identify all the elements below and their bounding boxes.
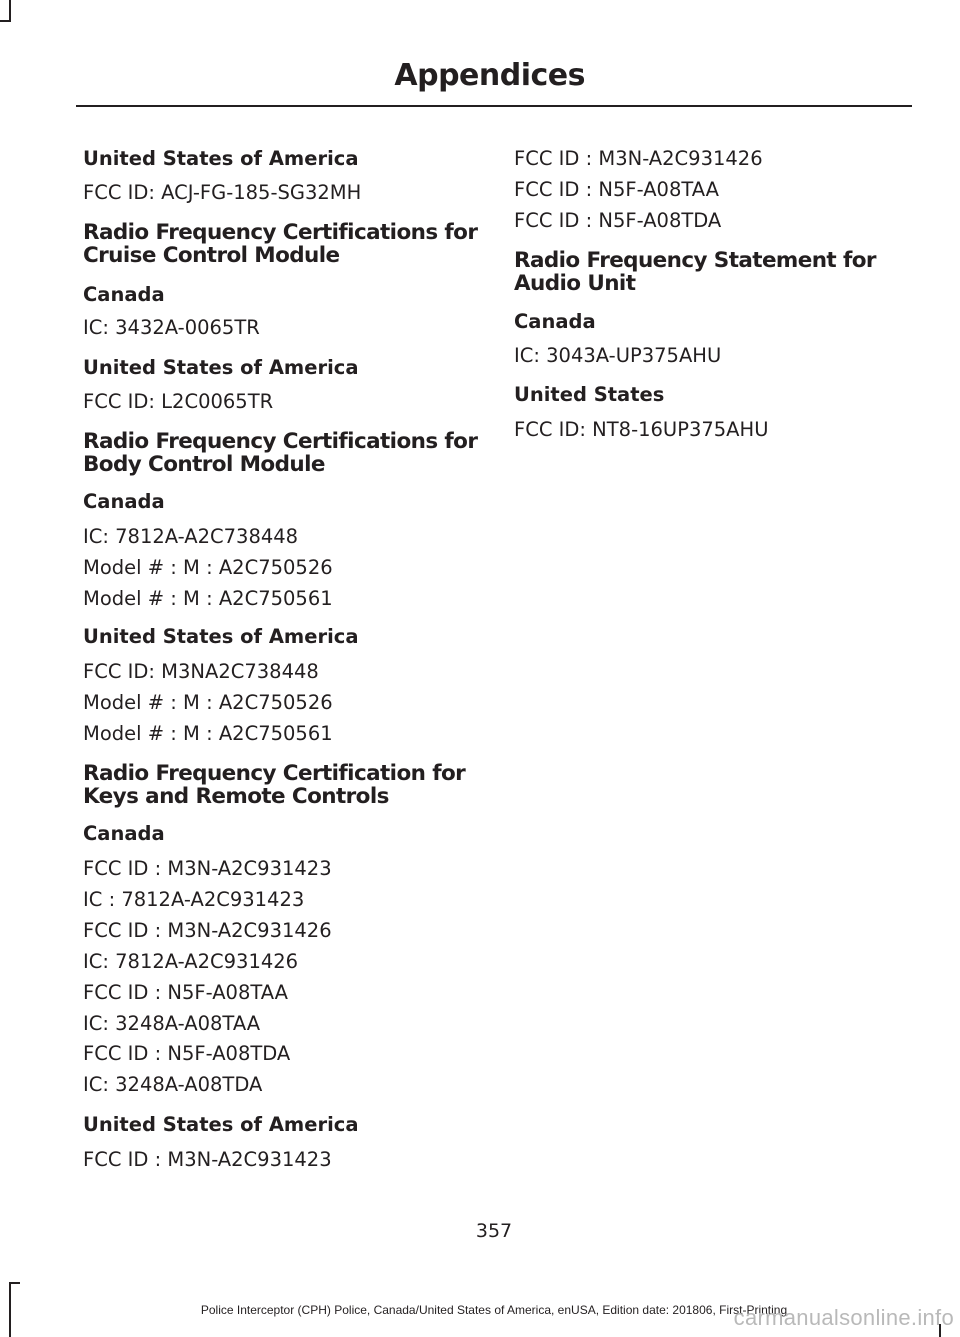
subheading-us: United States of America — [83, 356, 359, 379]
fcc-id-line: FCC ID : N5F-A08TAA — [514, 178, 719, 201]
ic-line: IC: 7812A-A2C931426 — [83, 950, 299, 973]
fcc-id-line: FCC ID : M3N-A2C931426 — [514, 147, 763, 170]
ic-line: IC: 3248A-A08TAA — [83, 1012, 261, 1035]
section-heading-audio-unit: Radio Frequency Statement for Audio Unit — [514, 248, 876, 296]
subheading-canada: Canada — [514, 310, 596, 333]
crop-mark-top-left-v — [9, 0, 11, 22]
subheading-canada: Canada — [83, 283, 165, 306]
subheading-us: United States of America — [83, 147, 359, 170]
model-line: Model # : M : A2C750561 — [83, 722, 333, 745]
page-title: Appendices — [394, 58, 585, 93]
crop-mark-bottom-left-h — [9, 1282, 20, 1284]
crop-mark-top-left-h — [0, 20, 11, 22]
ic-line: IC: 7812A-A2C738448 — [83, 525, 299, 548]
ic-line: IC: 3432A-0065TR — [83, 316, 260, 339]
ic-line: IC : 7812A-A2C931423 — [83, 888, 305, 911]
fcc-id-line: FCC ID : N5F-A08TDA — [514, 209, 722, 232]
subheading-canada: Canada — [83, 490, 165, 513]
page-number: 357 — [475, 1220, 513, 1242]
ic-line: IC: 3043A-UP375AHU — [514, 344, 722, 367]
subheading-us: United States — [514, 383, 665, 406]
fcc-id-line: FCC ID : M3N-A2C931426 — [83, 919, 332, 942]
fcc-id-line: FCC ID: M3NA2C738448 — [83, 660, 319, 683]
footer-edition-text: Police Interceptor (CPH) Police, Canada/United States of America, enUSA, Edition date: 201806, First-Printing — [200, 1303, 788, 1317]
section-heading-cruise-control: Radio Frequency Certifications for Cruise Control Module — [83, 220, 478, 268]
subheading-canada: Canada — [83, 822, 165, 845]
model-line: Model # : M : A2C750526 — [83, 556, 333, 579]
fcc-id-line: FCC ID : M3N-A2C931423 — [83, 1148, 332, 1171]
header-rule — [76, 105, 912, 107]
fcc-id-line: FCC ID : M3N-A2C931423 — [83, 857, 332, 880]
watermark: carmanualsonline.info — [733, 1305, 954, 1330]
fcc-id-line: FCC ID : N5F-A08TDA — [83, 1042, 291, 1065]
section-heading-body-control: Radio Frequency Certifications for Body Control Module — [83, 429, 478, 477]
subheading-us: United States of America — [83, 625, 359, 648]
fcc-id-line: FCC ID: ACJ-FG-185-SG32MH — [83, 181, 362, 204]
section-heading-keys-remote: Radio Frequency Certification for Keys and Remote Controls — [83, 761, 466, 809]
fcc-id-line: FCC ID: NT8-16UP375AHU — [514, 418, 769, 441]
fcc-id-line: FCC ID: L2C0065TR — [83, 390, 274, 413]
fcc-id-line: FCC ID : N5F-A08TAA — [83, 981, 288, 1004]
subheading-us: United States of America — [83, 1113, 359, 1136]
model-line: Model # : M : A2C750526 — [83, 691, 333, 714]
ic-line: IC: 3248A-A08TDA — [83, 1073, 263, 1096]
model-line: Model # : M : A2C750561 — [83, 587, 333, 610]
